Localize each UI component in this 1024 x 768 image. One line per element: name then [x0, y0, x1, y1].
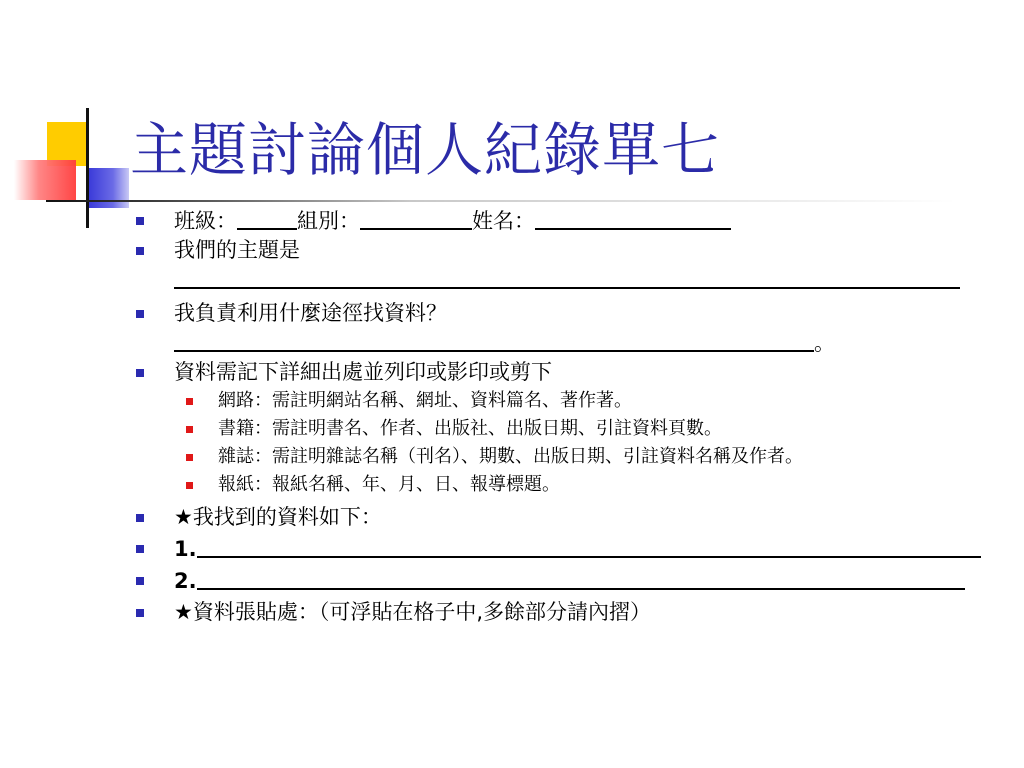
sub-bullet-icon	[186, 482, 193, 489]
name-label: 姓名：	[472, 209, 535, 233]
topic-label: 我們的主題是	[174, 238, 300, 262]
bullet-icon	[136, 577, 144, 585]
list-item-found	[134, 503, 1004, 532]
list-item-source-note	[134, 358, 1004, 387]
bullet-icon	[136, 609, 144, 617]
sub-item-web	[134, 387, 1004, 415]
sub-item-text: 網路：需註明網站名稱、網址、資料篇名、著作著。	[218, 390, 632, 411]
title-underline	[46, 200, 956, 202]
bullet-icon	[136, 247, 144, 255]
sub-bullet-icon	[186, 398, 193, 405]
source-note-text: 資料需記下詳細出處並列印或影印或剪下	[174, 360, 552, 384]
entry-2-number: 2.	[174, 569, 197, 593]
class-label: 班級：	[174, 209, 237, 233]
responsibility-label: 我負責利用什麼途徑找資料？	[174, 301, 447, 325]
list-item-entry-2	[134, 566, 1004, 596]
responsibility-blank[interactable]	[174, 328, 814, 352]
class-blank[interactable]	[237, 206, 297, 230]
sub-bullet-icon	[186, 426, 193, 433]
sub-item-newspapers	[134, 471, 1004, 499]
name-blank[interactable]	[535, 206, 731, 230]
responsibility-period: 。	[814, 331, 835, 355]
sub-item-text: 報紙：報紙名稱、年、月、日、報導標題。	[218, 474, 560, 495]
sub-item-text: 雜誌：需註明雜誌名稱（刊名）、期數、出版日期、引註資料名稱及作者。	[218, 446, 803, 467]
bullet-icon	[136, 369, 144, 377]
worksheet-list	[134, 206, 1004, 627]
sub-item-text: 書籍：需註明書名、作者、出版社、出版日期、引註資料頁數。	[218, 418, 722, 439]
page-title: 主題討論個人紀錄單七	[130, 116, 721, 184]
red-decor-block	[14, 160, 76, 200]
entry-1-number: 1.	[174, 537, 197, 561]
list-item-entry-1	[134, 534, 1004, 564]
bullet-icon	[136, 217, 144, 225]
sub-item-books	[134, 415, 1004, 443]
list-item-topic	[134, 236, 1004, 295]
group-label: 組別：	[297, 209, 360, 233]
sub-bullet-icon	[186, 454, 193, 461]
vertical-rule	[86, 108, 89, 228]
sub-item-magazines	[134, 443, 1004, 471]
found-label: ★我找到的資料如下：	[174, 505, 382, 529]
bullet-icon	[136, 310, 144, 318]
paste-label: ★資料張貼處：（可浮貼在格子中,多餘部分請內摺）	[174, 600, 651, 624]
group-blank[interactable]	[360, 206, 472, 230]
list-item-class-group-name	[134, 206, 1004, 236]
blue-decor-block	[89, 168, 129, 208]
list-item-paste	[134, 598, 1004, 627]
list-item-responsibility	[134, 299, 1004, 358]
entry-2-blank[interactable]	[197, 566, 965, 590]
bullet-icon	[136, 545, 144, 553]
entry-1-blank[interactable]	[197, 534, 981, 558]
bullet-icon	[136, 514, 144, 522]
topic-blank[interactable]	[174, 265, 960, 289]
